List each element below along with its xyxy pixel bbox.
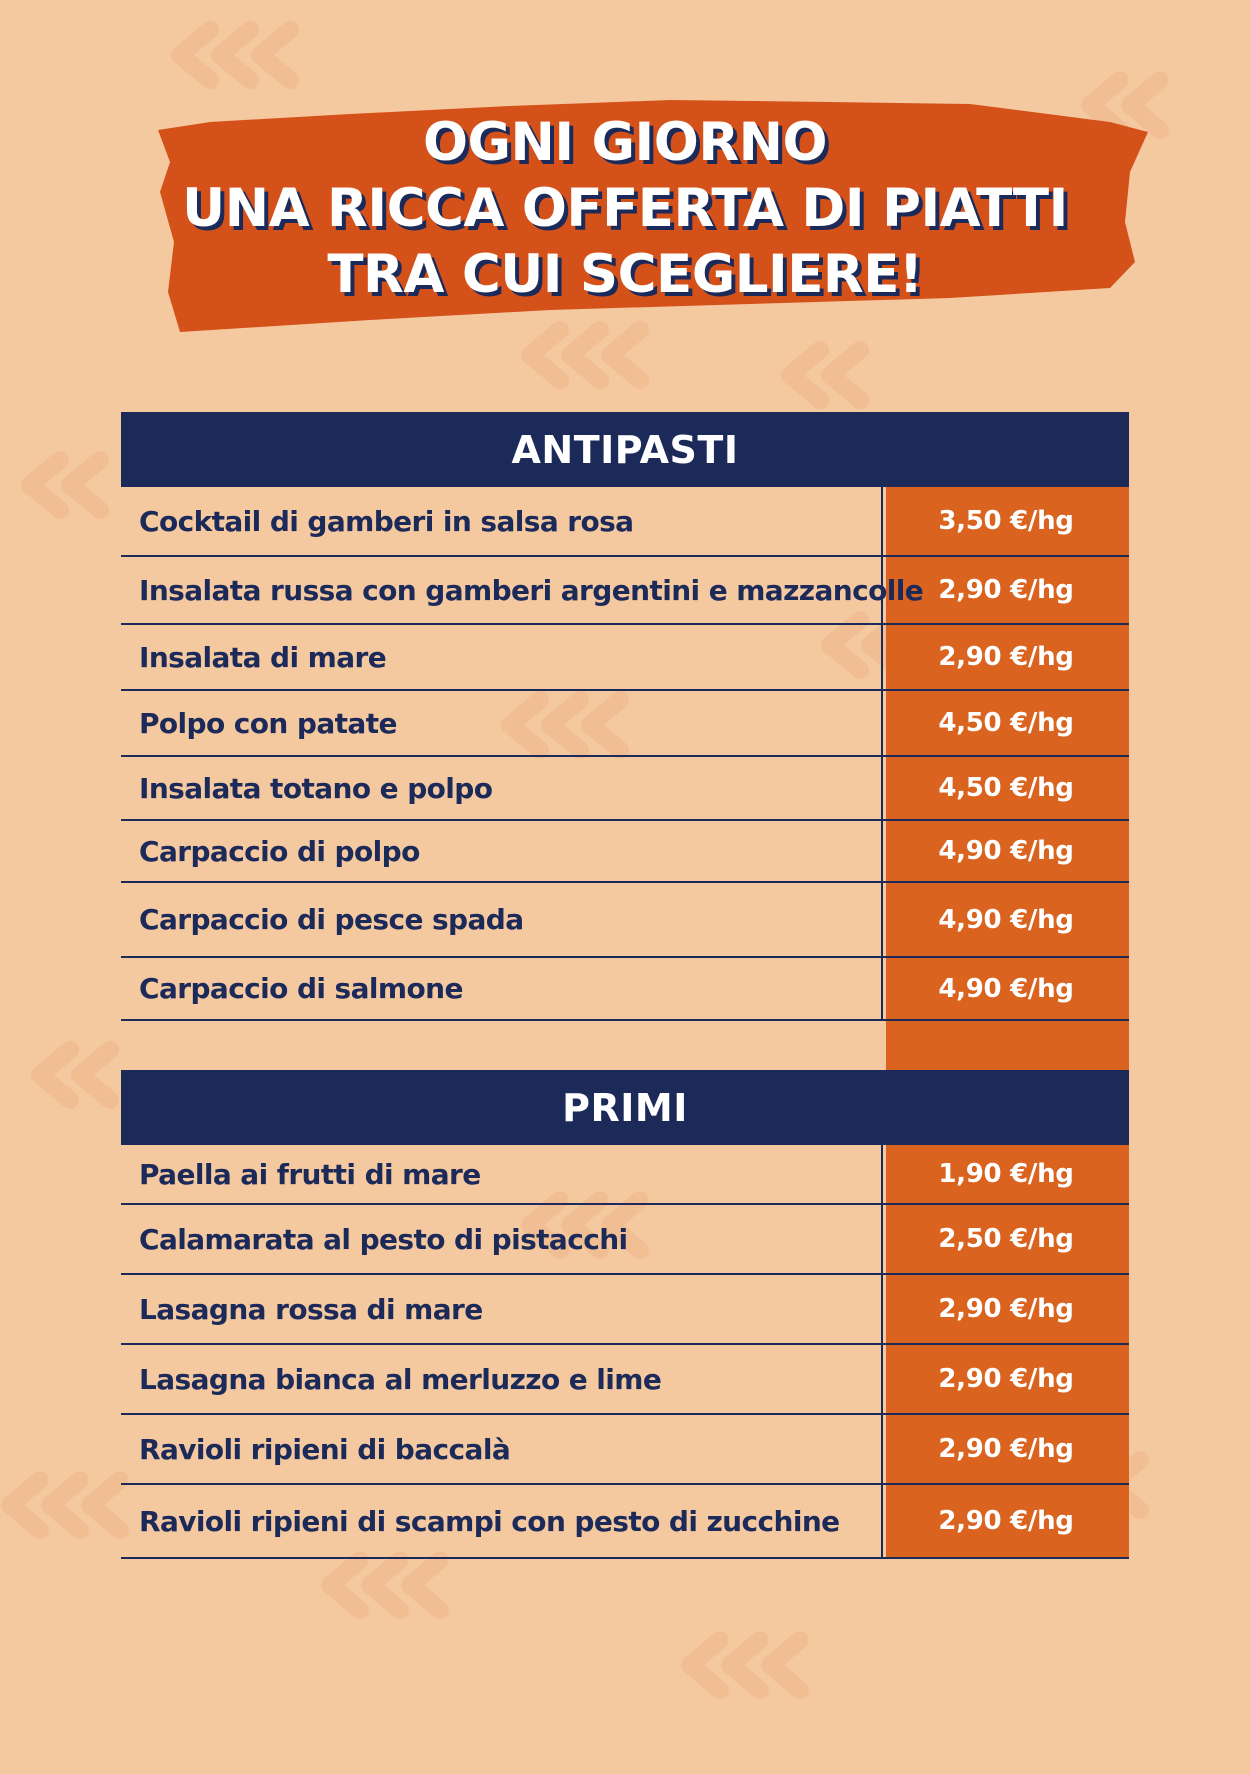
dish-price: 2,90 €/hg (938, 1506, 1074, 1536)
table-row (121, 487, 1129, 557)
antipasti-rows (121, 487, 1129, 1077)
antipasti-header: ANTIPASTI (121, 412, 1129, 487)
dish-name: Carpaccio di polpo (121, 821, 883, 881)
dish-price: 4,90 €/hg (938, 836, 1074, 866)
headline-line-2: UNA RICCA OFFERTA DI PIATTI (182, 178, 1068, 239)
dish-name: Polpo con patate (121, 691, 883, 755)
table-row (121, 1275, 1129, 1345)
dish-price: 4,50 €/hg (938, 773, 1074, 803)
dish-name: Lasagna bianca al merluzzo e lime (121, 1345, 883, 1413)
table-row (121, 883, 1129, 958)
dish-name: Ravioli ripieni di scampi con pesto di zucchine (121, 1485, 883, 1557)
dish-price: 3,50 €/hg (938, 506, 1074, 536)
table-row (121, 557, 1129, 625)
primi-rows (121, 1145, 1129, 1559)
dish-name: Lasagna rossa di mare (121, 1275, 883, 1343)
table-row (121, 1345, 1129, 1415)
dish-price: 4,90 €/hg (938, 973, 1074, 1004)
dish-price: 2,50 €/hg (938, 1224, 1074, 1254)
dish-price: 2,90 €/hg (938, 575, 1074, 605)
primi-header: PRIMI (121, 1070, 1129, 1145)
dish-price: 4,50 €/hg (938, 708, 1074, 738)
dish-name: Insalata di mare (121, 625, 883, 689)
table-spacer-row (121, 1021, 1129, 1077)
table-row (121, 1485, 1129, 1559)
headline-line-1: OGNI GIORNO (422, 112, 828, 173)
dish-price: 1,90 €/hg (938, 1159, 1074, 1189)
headline-banner (150, 92, 1150, 342)
table-row (121, 1205, 1129, 1275)
headline-line-3: TRA CUI SCEGLIERE! (327, 244, 923, 305)
antipasti-table (121, 412, 1129, 1077)
dish-name: Paella ai frutti di mare (121, 1145, 883, 1203)
dish-name: Carpaccio di salmone (121, 958, 883, 1019)
dish-name: Insalata totano e polpo (121, 757, 883, 819)
table-row (121, 625, 1129, 691)
empty-cell (121, 1021, 883, 1077)
dish-price: 2,90 €/hg (938, 1294, 1074, 1324)
empty-price-cell (883, 1021, 1129, 1077)
table-row (121, 691, 1129, 757)
dish-price: 4,90 €/hg (938, 904, 1074, 935)
dish-name: Carpaccio di pesce spada (121, 883, 883, 956)
table-row (121, 757, 1129, 821)
primi-table (121, 1070, 1129, 1559)
dish-price: 2,90 €/hg (938, 642, 1074, 672)
dish-name: Calamarata al pesto di pistacchi (121, 1205, 883, 1273)
table-row (121, 821, 1129, 883)
table-row (121, 1145, 1129, 1205)
table-row (121, 958, 1129, 1021)
dish-name: Cocktail di gamberi in salsa rosa (121, 487, 883, 555)
dish-name: Insalata russa con gamberi argentini e mazzancolle (121, 557, 883, 623)
dish-name: Ravioli ripieni di baccalà (121, 1415, 883, 1483)
table-row (121, 1415, 1129, 1485)
headline-text (150, 110, 1100, 308)
dish-price: 2,90 €/hg (938, 1364, 1074, 1394)
dish-price: 2,90 €/hg (938, 1434, 1074, 1464)
